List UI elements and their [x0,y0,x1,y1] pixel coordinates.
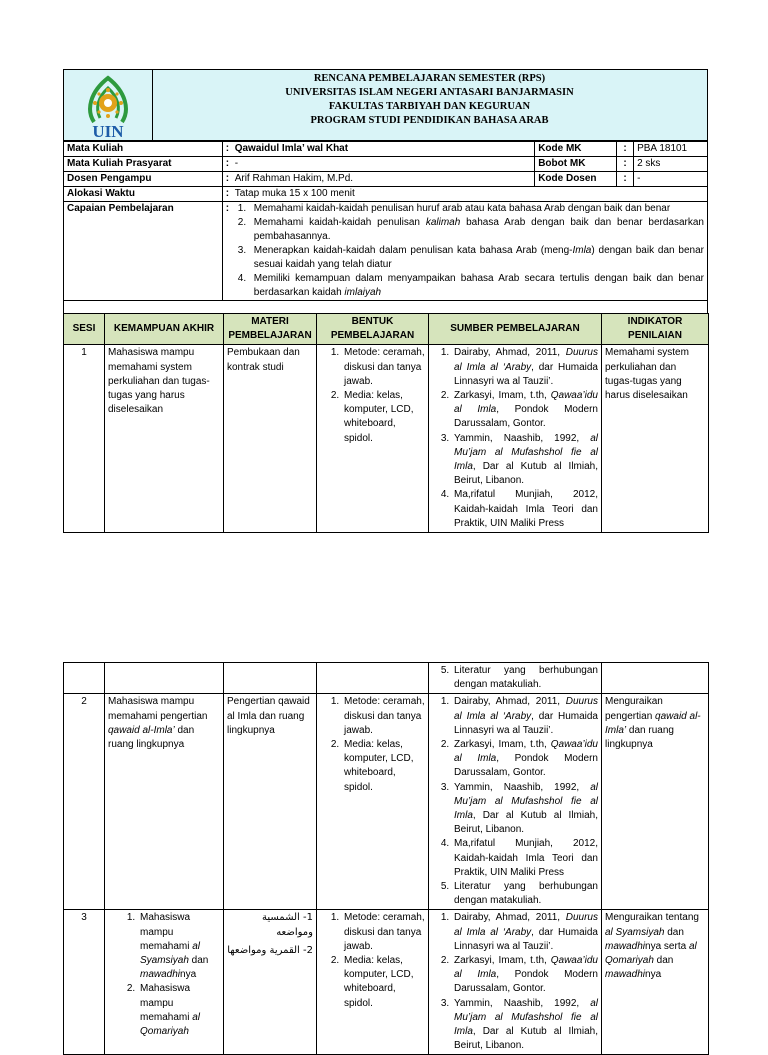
sumber-cell: 1. Dairaby, Ahmad, 2011, Duurus al Imla al ‘Araby, dar Humaida Linnasyri wa al Tauzii’. 2. Zarkasyi, Imam, t.th, Qawaa’idu al Imla, Pondok Modern Darussalam, Gontor. 3. Yammin, Naashib, 1992, al Mu’jam al Mufashshol fie al Imla, Dar al Kutub al Ilmiah, Beirut, Libanon. 4. Ma,rifatul Munjiah, 2012, Kaidah-kaidah Imla Teori dan Praktik, UIN Maliki Press [429,345,602,533]
col-header-indikator: INDIKATOR PENILAIAN [602,314,709,345]
indikator-cell: Menguraikan pengertian qawaid al-Imla’ dan ruang lingkupnya [602,694,709,910]
bentuk-cell: 1. Metode: ceramah, diskusi dan tanya jawab. 2. Media: kelas, komputer, LCD, whiteboard, spidol. [317,345,429,533]
sesi-number: 1 [64,345,105,533]
logo-text: UIN [92,122,124,140]
col-header-kemampuan: KEMAMPUAN AKHIR [105,314,224,345]
kemampuan-cell: Mahasiswa mampu memahami system perkuliahan dan tugas-tugas yang harus diselesaikan [105,345,224,533]
info-row-prasyarat: Mata Kuliah Prasyarat : - Bobot MK : 2 sks [64,157,708,172]
indikator-cell: Memahami system perkuliahan dan tugas-tugas yang harus diselesaikan [602,345,709,533]
materi-arabic-2: 2- القمرية ومواضعها [227,944,313,956]
value-kode-mk: PBA 18101 [634,142,708,157]
materi-cell: Pengertian qawaid al Imla dan ruang lingkupnya [224,694,317,910]
label-bobot-mk: Bobot MK [535,157,617,172]
schedule-table-page2 [63,662,709,1055]
value-kode-dosen: - [634,172,708,187]
uin-logo-icon [64,70,152,140]
table-row [64,910,709,1055]
sesi-number: 3 [64,910,105,1055]
indikator-cell: Menguraikan tentang al Syamsiyah dan mawadhinya serta al Qomariyah dan mawadhinya [602,910,709,1055]
schedule-table-page1 [63,313,709,533]
sumber-cell: 5. Literatur yang berhubungan dengan matakuliah. [429,663,602,694]
materi-cell: Pembukaan dan kontrak studi [224,345,317,533]
kemampuan-cell: Mahasiswa mampu memahami pengertian qawaid al-Imla’ dan ruang lingkupnya [105,694,224,910]
col-header-sumber: SUMBER PEMBELAJARAN [429,314,602,345]
bentuk-cell: 1. Metode: ceramah, diskusi dan tanya jawab. 2. Media: kelas, komputer, LCD, whiteboard, spidol. [317,910,429,1055]
title-line: FAKULTAS TARBIYAH DAN KEGURUAN [328,101,531,112]
sesi-number: 2 [64,694,105,910]
info-row-mata-kuliah: Mata Kuliah : Qawaidul Imla’ wal Khat Kode MK : PBA 18101 [64,142,708,157]
label-dosen: Dosen Pengampu [64,172,223,187]
value-prasyarat: - [234,158,239,169]
label-kode-dosen: Kode Dosen [535,172,617,187]
bentuk-cell: 1. Metode: ceramah, diskusi dan tanya jawab. 2. Media: kelas, komputer, LCD, whiteboard, spidol. [317,694,429,910]
label-prasyarat: Mata Kuliah Prasyarat [64,157,223,172]
label-alokasi: Alokasi Waktu [64,187,223,202]
capaian-item: 3. Menerapkan kaidah-kaidah dalam penulisan kata bahasa Arab (meng-Imla) dengan baik dan benar sesuai kaidah yang telah diatur [237,245,704,270]
col-header-sesi: SESI [64,314,105,345]
schedule-header-row [64,314,709,345]
info-row-capaian [64,202,708,301]
label-mata-kuliah: Mata Kuliah [64,142,223,157]
info-row-alokasi: Alokasi Waktu : Tatap muka 15 x 100 menit [64,187,708,202]
header-title [152,72,707,128]
title-line: RENCANA PEMBELAJARAN SEMESTER (RPS) [313,73,546,84]
sumber-cell: 1. Dairaby, Ahmad, 2011, Duurus al Imla al ‘Araby, dar Humaida Linnasyri wa al Tauzii’. 2. Zarkasyi, Imam, t.th, Qawaa’idu al Imla, Pondok Modern Darussalam, Gontor. 3. Yammin, Naashib, 1992, al Mu’jam al Mufashshol fie al Imla, Dar al Kutub al Ilmiah, Beirut, Libanon. [429,910,602,1055]
label-kode-mk: Kode MK [535,142,617,157]
value-dosen: Arif Rahman Hakim, M.Pd. [234,173,354,184]
materi-cell [224,910,317,1055]
capaian-list: : 1. Memahami kaidah-kaidah penulisan huruf arab atau kata bahasa Arab dengan baik dan benar 2. Memahami kaidah-kaidah penulisan kalimah bahasa Arab dengan baik dan benar berdasarkan pembahasannya. 3. Menerapkan kaidah-kaidah dalam penulisan kata bahasa Arab (meng-Imla) dengan baik dan benar sesuai kaidah yang telah diatur 4. Memiliki kemampuan dalam menyampaikan bahasa Arab secara tertulis dengan baik dan benar berdasarkan kaidah imlaiyah [225,203,704,298]
label-capaian: Capaian Pembelajaran [64,202,223,301]
value-alokasi: Tatap muka 15 x 100 menit [234,188,355,199]
col-header-bentuk: BENTUK PEMBELAJARAN [317,314,429,345]
info-row-dosen: Dosen Pengampu : Arif Rahman Hakim, M.Pd. Kode Dosen : - [64,172,708,187]
value-bobot-mk: 2 sks [634,157,708,172]
sumber-cell: 1. Dairaby, Ahmad, 2011, Duurus al Imla al ‘Araby, dar Humaida Linnasyri wa al Tauzii’. 2. Zarkasyi, Imam, t.th, Qawaa’idu al Imla, Pondok Modern Darussalam, Gontor. 3. Yammin, Naashib, 1992, al Mu’jam al Mufashshol fie al Imla, Dar al Kutub al Ilmiah, Beirut, Libanon. 4. Ma,rifatul Munjiah, 2012, Kaidah-kaidah Imla Teori dan Praktik, UIN Maliki Press 5. Literatur yang berhubungan dengan matakuliah. [429,694,602,910]
rps-header [63,69,708,141]
table-row [64,345,709,533]
value-mata-kuliah: Qawaidul Imla’ wal Khat [234,143,349,154]
course-info-table [63,141,708,315]
materi-arabic-1: 1- الشمسية ومواضعه [262,912,313,938]
title-line: UNIVERSITAS ISLAM NEGERI ANTASARI BANJARMASIN [285,87,574,98]
capaian-item: 4. Memiliki kemampuan dalam menyampaikan bahasa Arab secara tertulis dengan baik dan benar berdasarkan kaidah imlaiyah [237,273,704,298]
col-header-materi: MATERI PEMBELAJARAN [224,314,317,345]
title-line: PROGRAM STUDI PENDIDIKAN BAHASA ARAB [310,115,549,126]
logo-cell [64,70,153,140]
table-row [64,663,709,694]
capaian-item: 1. Memahami kaidah-kaidah penulisan huruf arab atau kata bahasa Arab dengan baik dan benar [237,203,671,214]
kemampuan-cell: 1. Mahasiswa mampu memahami al Syamsiyah dan mawadhinya 2. Mahasiswa mampu memahami al Qomariyah [105,910,224,1055]
table-row [64,694,709,910]
capaian-item: 2. Memahami kaidah-kaidah penulisan kalimah bahasa Arab dengan baik dan benar berdasarkan pembahasannya. [237,217,704,242]
